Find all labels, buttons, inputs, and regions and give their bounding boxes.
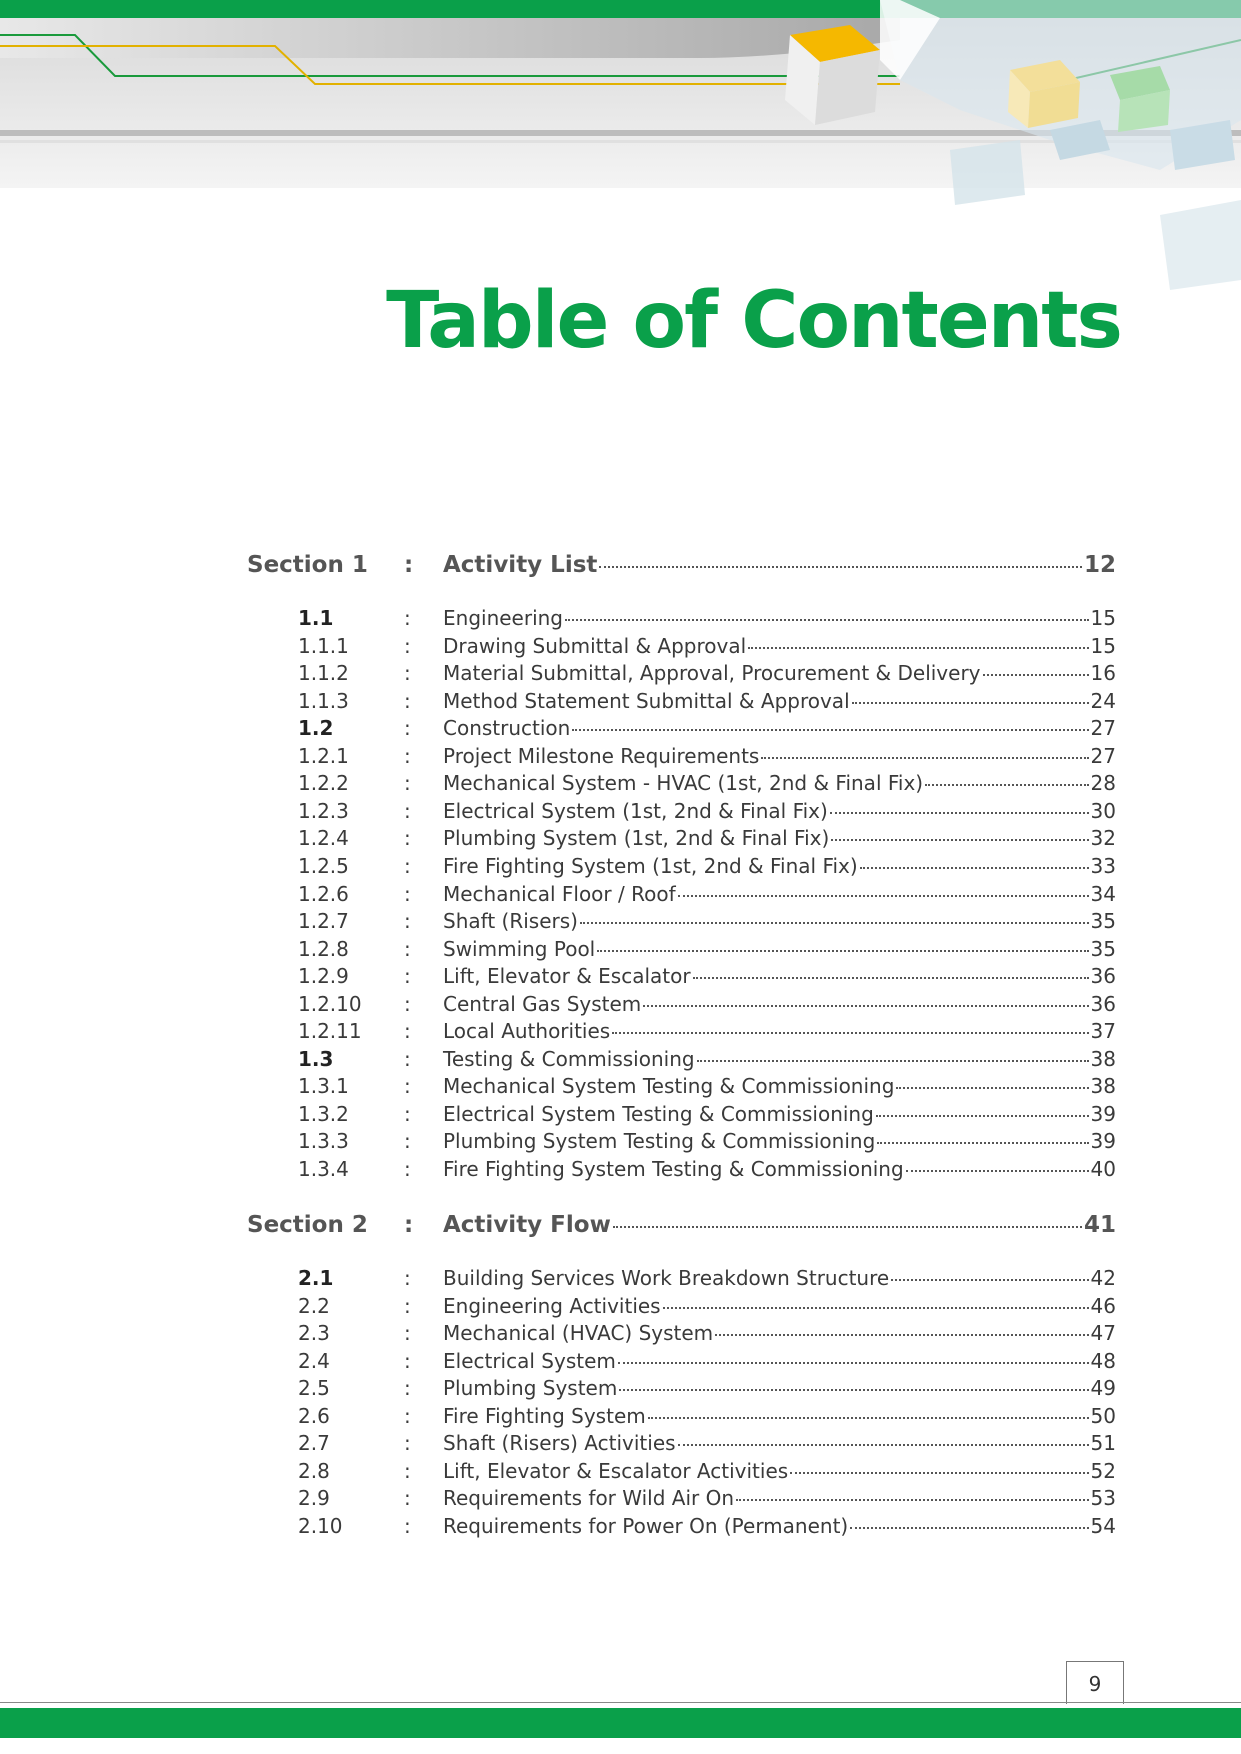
toc-separator: : — [404, 1046, 411, 1071]
toc-separator: : — [404, 1376, 411, 1401]
toc-separator: : — [404, 552, 414, 578]
toc-entry-number: 1.2 — [298, 716, 334, 741]
toc-row[interactable] — [0, 1321, 1241, 1349]
toc-entry-page: 28 — [1090, 771, 1116, 796]
toc-row[interactable] — [0, 1074, 1241, 1102]
dot-leader — [925, 784, 1088, 786]
toc-entry-title: Electrical System (1st, 2nd & Final Fix) — [443, 798, 828, 823]
toc-entry-number: 2.2 — [298, 1293, 330, 1318]
toc-section-row[interactable] — [0, 1212, 1241, 1240]
toc-entry-page: 38 — [1090, 1074, 1116, 1099]
toc-separator: : — [404, 1486, 411, 1511]
dot-leader — [830, 812, 1089, 814]
toc-entry-page: 35 — [1090, 909, 1116, 934]
toc-entry-page: 15 — [1090, 633, 1116, 658]
toc-separator: : — [404, 1019, 411, 1044]
dot-leader — [876, 1115, 1089, 1117]
toc-entry-number: 2.5 — [298, 1376, 330, 1401]
toc-entry-title: Fire Fighting System Testing & Commissioning — [443, 1157, 904, 1181]
dot-leader — [852, 702, 1089, 704]
toc-entry-number: 1.2.9 — [298, 964, 349, 989]
toc-entry-number: Section 2 — [247, 1212, 368, 1238]
toc-separator: : — [404, 1403, 411, 1428]
toc-entry-page: 27 — [1090, 743, 1116, 768]
toc-entry-title: Drawing Submittal & Approval — [443, 633, 747, 658]
toc-separator: : — [404, 1074, 411, 1099]
toc-entry-number: 1.2.8 — [298, 936, 349, 961]
toc-entry-page: 35 — [1090, 936, 1116, 961]
toc-entry-page: 32 — [1090, 826, 1116, 851]
toc-row[interactable] — [0, 1047, 1241, 1075]
toc-entry-page: 39 — [1090, 1129, 1116, 1154]
dot-leader — [648, 1417, 1089, 1419]
toc-section-row[interactable] — [0, 552, 1241, 580]
toc-entry-title: Plumbing System — [443, 1376, 618, 1401]
toc-separator: : — [404, 1513, 411, 1538]
toc-entry-title: Shaft (Risers) Activities — [443, 1431, 676, 1456]
toc-entry-number: 1.2.11 — [298, 1019, 362, 1044]
toc-separator: : — [404, 661, 411, 686]
dot-leader — [678, 1444, 1089, 1446]
toc-separator: : — [404, 1101, 411, 1126]
toc-row[interactable] — [0, 1514, 1241, 1542]
dot-leader — [693, 977, 1089, 979]
toc-entry-number: Section 1 — [247, 552, 368, 578]
dot-leader — [877, 1142, 1088, 1144]
toc-row[interactable] — [0, 854, 1241, 882]
toc-row[interactable] — [0, 992, 1241, 1020]
toc-row[interactable] — [0, 634, 1241, 662]
dot-leader — [850, 1527, 1088, 1529]
toc-separator: : — [404, 771, 411, 796]
toc-row[interactable] — [0, 744, 1241, 772]
toc-row[interactable] — [0, 826, 1241, 854]
toc-entry-page: 24 — [1090, 688, 1116, 713]
dot-leader — [761, 757, 1088, 759]
toc-entry-title: Fire Fighting System — [443, 1403, 646, 1428]
toc-separator: : — [404, 1266, 411, 1290]
toc-row[interactable] — [0, 1294, 1241, 1322]
toc-separator: : — [404, 743, 411, 768]
toc-entry-title: Material Submittal, Approval, Procurement & Delivery — [443, 661, 981, 686]
toc-row[interactable] — [0, 1019, 1241, 1047]
toc-entry-page: 36 — [1090, 964, 1116, 989]
toc-row[interactable] — [0, 1157, 1241, 1185]
toc-entry-title: Engineering Activities — [443, 1293, 661, 1318]
toc-row[interactable] — [0, 937, 1241, 965]
toc-row[interactable] — [0, 1486, 1241, 1514]
toc-separator: : — [404, 633, 411, 658]
toc-entry-page: 54 — [1090, 1513, 1116, 1538]
toc-entry-number: 1.3.3 — [298, 1129, 349, 1154]
toc-entry-title: Mechanical System - HVAC (1st, 2nd & Final Fix) — [443, 771, 924, 796]
dot-leader — [678, 895, 1089, 897]
toc-row[interactable] — [0, 606, 1241, 634]
toc-entry-title: Electrical System — [443, 1348, 616, 1373]
toc-separator: : — [404, 716, 411, 741]
toc-entry-number: 1.3 — [298, 1046, 334, 1071]
page-title: Table of Contents — [386, 276, 1121, 366]
dot-leader — [612, 1032, 1088, 1034]
toc-entry-page: 16 — [1090, 661, 1116, 686]
toc-entry-number: 1.1.3 — [298, 688, 349, 713]
toc-entry-number: 2.4 — [298, 1348, 330, 1373]
toc-row[interactable] — [0, 689, 1241, 717]
toc-entry-number: 1.3.4 — [298, 1157, 349, 1181]
toc-separator: : — [404, 881, 411, 906]
dot-leader — [618, 1362, 1089, 1364]
toc-row[interactable] — [0, 1459, 1241, 1487]
dot-leader — [736, 1499, 1089, 1501]
dot-leader — [983, 674, 1089, 676]
header-banner — [0, 0, 1241, 310]
toc-entry-title: Plumbing System Testing & Commissioning — [443, 1129, 876, 1154]
toc-row[interactable] — [0, 964, 1241, 992]
footer-bar — [0, 1708, 1241, 1738]
dot-leader — [613, 1226, 1082, 1228]
toc-separator: : — [404, 826, 411, 851]
dot-leader — [697, 1060, 1089, 1062]
toc-separator: : — [404, 853, 411, 878]
toc-entry-page: 41 — [1083, 1212, 1116, 1238]
toc-row[interactable] — [0, 1349, 1241, 1377]
toc-entry-page: 15 — [1090, 606, 1116, 630]
dot-leader — [831, 839, 1088, 841]
toc-entry-title: Swimming Pool — [443, 936, 596, 961]
toc-row[interactable] — [0, 716, 1241, 744]
toc-entry-page: 34 — [1090, 881, 1116, 906]
toc-entry-page: 51 — [1090, 1431, 1116, 1456]
dot-leader — [599, 566, 1082, 568]
toc-entry-number: 2.10 — [298, 1513, 343, 1538]
footer-divider — [0, 1702, 1241, 1703]
toc-entry-page: 40 — [1090, 1157, 1116, 1181]
toc-entry-page: 48 — [1090, 1348, 1116, 1373]
toc-entry-title: Method Statement Submittal & Approval — [443, 688, 850, 713]
toc-entry-number: 1.2.6 — [298, 881, 349, 906]
toc-separator: : — [404, 991, 411, 1016]
toc-entry-number: 1.2.5 — [298, 853, 349, 878]
toc-entry-title: Building Services Work Breakdown Structure — [443, 1266, 890, 1290]
toc-row[interactable] — [0, 1129, 1241, 1157]
toc-entry-number: 2.3 — [298, 1321, 330, 1346]
toc-entry-number: 1.2.2 — [298, 771, 349, 796]
toc-separator: : — [404, 1458, 411, 1483]
toc-separator: : — [404, 909, 411, 934]
toc-entry-number: 1.2.7 — [298, 909, 349, 934]
toc-entry-page: 36 — [1090, 991, 1116, 1016]
dot-leader — [860, 867, 1089, 869]
toc-entry-number: 1.1 — [298, 606, 334, 630]
toc-entry-page: 49 — [1090, 1376, 1116, 1401]
dot-leader — [643, 1005, 1088, 1007]
dot-leader — [896, 1087, 1088, 1089]
dot-leader — [790, 1472, 1088, 1474]
toc-separator: : — [404, 688, 411, 713]
toc-entry-number: 2.6 — [298, 1403, 330, 1428]
toc-row[interactable] — [0, 882, 1241, 910]
toc-separator: : — [404, 1431, 411, 1456]
toc-entry-page: 38 — [1090, 1046, 1116, 1071]
toc-entry-page: 30 — [1090, 798, 1116, 823]
toc-entry-number: 1.1.1 — [298, 633, 349, 658]
toc-entry-number: 2.8 — [298, 1458, 330, 1483]
dot-leader — [748, 647, 1088, 649]
toc-entry-title: Testing & Commissioning — [443, 1046, 695, 1071]
toc-entry-title: Mechanical Floor / Roof — [443, 881, 676, 906]
toc-entry-page: 39 — [1090, 1101, 1116, 1126]
dot-leader — [619, 1389, 1088, 1391]
dot-leader — [565, 619, 1089, 621]
dot-leader — [715, 1334, 1088, 1336]
toc-entry-title: Construction — [443, 716, 571, 741]
toc-entry-number: 2.7 — [298, 1431, 330, 1456]
toc-entry-title: Engineering — [443, 606, 563, 630]
toc-row[interactable] — [0, 1266, 1241, 1294]
toc-separator: : — [404, 1348, 411, 1373]
toc-entry-title: Mechanical System Testing & Commissioning — [443, 1074, 895, 1099]
dot-leader — [597, 950, 1088, 952]
dot-leader — [572, 729, 1088, 731]
toc-row[interactable] — [0, 1404, 1241, 1432]
toc-entry-page: 27 — [1090, 716, 1116, 741]
toc-row[interactable] — [0, 661, 1241, 689]
toc-entry-title: Requirements for Power On (Permanent) — [443, 1513, 849, 1538]
toc-separator: : — [404, 964, 411, 989]
toc-entry-page: 53 — [1090, 1486, 1116, 1511]
dot-leader — [891, 1279, 1088, 1281]
toc-entry-number: 1.1.2 — [298, 661, 349, 686]
toc-separator: : — [404, 1321, 411, 1346]
toc-entry-title: Fire Fighting System (1st, 2nd & Final Fix) — [443, 853, 858, 878]
toc-separator: : — [404, 1129, 411, 1154]
toc-separator: : — [404, 936, 411, 961]
toc-entry-page: 47 — [1090, 1321, 1116, 1346]
toc-entry-page: 46 — [1090, 1293, 1116, 1318]
toc-row[interactable] — [0, 1431, 1241, 1459]
toc-entry-title: Activity Flow — [443, 1212, 611, 1238]
toc-entry-title: Lift, Elevator & Escalator — [443, 964, 691, 989]
toc-separator: : — [404, 1157, 411, 1181]
toc-entry-number: 1.3.1 — [298, 1074, 349, 1099]
dot-leader — [906, 1170, 1089, 1172]
toc-entry-title: Activity List — [443, 552, 598, 578]
toc-separator: : — [404, 1293, 411, 1318]
toc-entry-page: 12 — [1083, 552, 1116, 578]
toc-entry-page: 50 — [1090, 1403, 1116, 1428]
toc-entry-page: 42 — [1090, 1266, 1116, 1290]
page-number: 9 — [1066, 1661, 1124, 1704]
toc-row[interactable] — [0, 1376, 1241, 1404]
toc-entry-title: Electrical System Testing & Commissioning — [443, 1101, 874, 1126]
toc-separator: : — [404, 1212, 414, 1238]
toc-entry-title: Lift, Elevator & Escalator Activities — [443, 1458, 789, 1483]
toc-separator: : — [404, 606, 411, 630]
toc-entry-title: Requirements for Wild Air On — [443, 1486, 734, 1511]
toc-entry-title: Shaft (Risers) — [443, 909, 578, 934]
dot-leader — [663, 1307, 1089, 1309]
toc-entry-page: 52 — [1090, 1458, 1116, 1483]
toc-row[interactable] — [0, 799, 1241, 827]
toc-separator: : — [404, 798, 411, 823]
toc-entry-number: 1.2.3 — [298, 798, 349, 823]
toc-row[interactable] — [0, 909, 1241, 937]
toc-entry-number: 1.3.2 — [298, 1101, 349, 1126]
toc-entry-title: Mechanical (HVAC) System — [443, 1321, 714, 1346]
toc-entry-page: 33 — [1090, 853, 1116, 878]
toc-entry-page: 37 — [1090, 1019, 1116, 1044]
toc-entry-number: 2.9 — [298, 1486, 330, 1511]
toc-row[interactable] — [0, 771, 1241, 799]
toc-entry-number: 1.2.1 — [298, 743, 349, 768]
toc-entry-number: 1.2.10 — [298, 991, 362, 1016]
toc-entry-title: Central Gas System — [443, 991, 642, 1016]
toc-entry-title: Plumbing System (1st, 2nd & Final Fix) — [443, 826, 830, 851]
toc-entry-title: Project Milestone Requirements — [443, 743, 760, 768]
dot-leader — [580, 922, 1089, 924]
toc-entry-title: Local Authorities — [443, 1019, 611, 1044]
toc-entry-number: 2.1 — [298, 1266, 334, 1290]
toc-entry-number: 1.2.4 — [298, 826, 349, 851]
toc-row[interactable] — [0, 1102, 1241, 1130]
